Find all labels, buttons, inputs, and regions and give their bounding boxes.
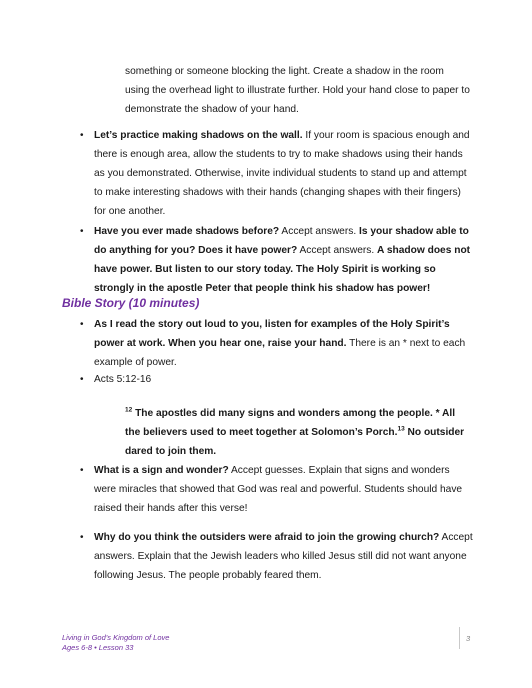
bullet-bold: Have you ever made shadows before? bbox=[94, 226, 280, 237]
bullet-marker: • bbox=[80, 319, 84, 330]
verse-number: 12 bbox=[125, 406, 133, 414]
bullet-bold: As I read the story out loud to you, listen for examples of the Holy Spirit’s power at work. When you hear one, raise your hand. bbox=[94, 319, 450, 349]
verse-number: 13 bbox=[397, 425, 405, 433]
page-number-divider bbox=[459, 627, 460, 649]
bullet-bold: Is your shadow able to do anything for you? Does it have power? bbox=[94, 226, 469, 256]
bullet-marker: • bbox=[80, 226, 84, 237]
continuation-paragraph: something or someone blocking the light. Create a shadow in the room using the overhead light to illustrate further. Hold your hand close to paper to demonstrate the shadow of your hand. bbox=[125, 66, 470, 115]
bullet-marker: • bbox=[80, 465, 84, 476]
footer-subtitle: Ages 6-8 • Lesson 33 bbox=[62, 643, 134, 652]
bullet-scripture-ref: Acts 5:12-16 bbox=[94, 374, 152, 385]
bullet-bold: Why do you think the outsiders were afraid to join the growing church? bbox=[94, 532, 440, 543]
bullet-text: If your room is spacious enough and there is enough area, allow the students to try to make shadows using their hands as you demonstrated. Otherwise, invite individual students to stand up and attempt to make interesting shadows with their hands (changing shapes with their fingers) for one another. bbox=[94, 130, 470, 217]
page-number: 3 bbox=[466, 634, 471, 643]
bullet-text: Accept guesses. Explain that signs and wonders were miracles that showed that God was real and powerful. Students should have raised their hands after this verse! bbox=[94, 465, 463, 514]
bullet-marker: • bbox=[80, 532, 84, 543]
bullet-text: Accept answers. Explain that the Jewish leaders who killed Jesus still did not want anyone following Jesus. The people probably feared them. bbox=[94, 532, 473, 581]
scripture-quote bbox=[125, 404, 470, 461]
footer-title: Living in God’s Kingdom of Love bbox=[62, 633, 170, 642]
bullet-bold: A shadow does not have power. But listen to our story today. The Holy Spirit is working so strongly in the apostle Peter that people think his shadow has power! bbox=[94, 245, 471, 294]
section-heading: Bible Story (10 minutes) bbox=[62, 296, 200, 310]
bullet-bold: Let’s practice making shadows on the wall. bbox=[94, 130, 303, 141]
bullet-sign-wonder bbox=[94, 461, 474, 518]
bullet-read-story bbox=[94, 315, 474, 372]
bullet-outsiders-afraid bbox=[94, 528, 474, 585]
verse-text: No outsider dared to join them. bbox=[125, 427, 465, 457]
bullet-bold: What is a sign and wonder? bbox=[94, 465, 229, 476]
bullet-made-shadows bbox=[94, 222, 474, 298]
bullet-marker: • bbox=[80, 130, 84, 141]
bullet-text: There is an * next to each example of power. bbox=[94, 338, 466, 368]
bullet-text: Accept answers. bbox=[297, 245, 378, 256]
bullet-text: Accept answers. bbox=[279, 226, 359, 237]
bullet-shadows-wall bbox=[94, 126, 474, 221]
footer bbox=[62, 633, 169, 653]
verse-text: The apostles did many signs and wonders among the people. * All the believers used to meet together at Solomon’s Porch. bbox=[125, 408, 456, 438]
bullet-marker: • bbox=[80, 374, 84, 385]
